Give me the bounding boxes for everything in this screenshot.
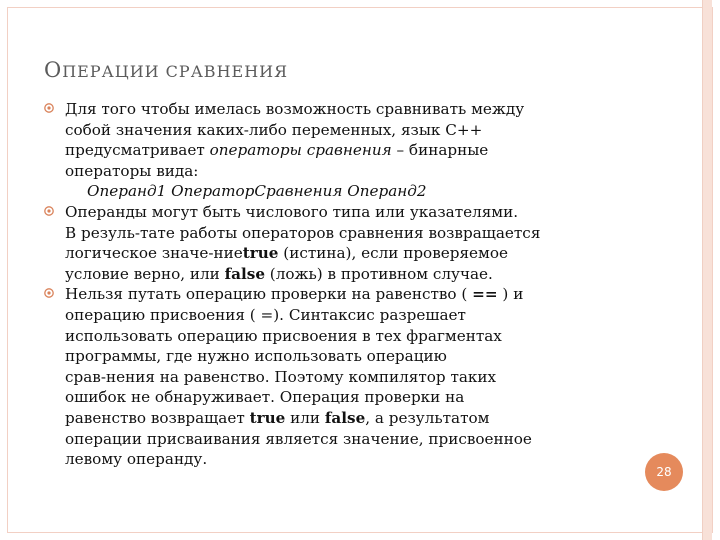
title-first-letter: О [44,58,63,82]
text-line: собой значения каких-либо переменных, язык С++ [65,120,483,139]
emphasis-text: операторы сравнения [209,141,392,160]
slide-body [44,99,692,470]
title-rest: ПЕРАЦИИ СРАВНЕНИЯ [62,62,289,81]
syntax-line: Операнд1 ОператорСравнения Операнд2 [87,182,427,201]
slide-title [44,58,288,82]
text-line: Нельзя путать операцию проверки на равенство ( == ) и [65,285,524,304]
text-line: операцию присвоения ( =). Синтаксис разрешает [65,305,466,324]
text-line: операторы вида: [65,161,199,180]
text-line: условие верно, или false (ложь) в противном случае. [65,264,493,283]
text-line: Для того чтобы имелась возможность сравнивать между [65,100,525,118]
text-line: В резуль-тате работы операторов сравнения возвращается [65,223,541,242]
text-line: левому операнду. [65,450,208,469]
keyword-true: true [242,244,279,263]
bullet-item-2 [44,202,692,284]
text-line: логическое значе-ниеtrue (истина), если проверяемое [65,244,508,263]
text-line: ошибок не обнаруживает. Операция проверки на [65,388,465,407]
keyword-false: false [324,408,366,427]
text-line: Операнды могут быть числового типа или указателями. [65,202,519,221]
bullet-icon [44,103,54,113]
text-line: предусматривает операторы сравнения – бинарные [65,141,489,160]
text-line: программы, где нужно использовать операцию [65,347,447,366]
page-number-badge: 28 [645,453,683,491]
keyword-false: false [224,264,265,283]
text-line: равенство возвращает true или false, а результатом [65,408,490,427]
bullet-icon [44,206,54,216]
text-line: срав-нения на равенство. Поэтому компилятор таких [65,367,497,386]
text-line: операции присваивания является значение, присвоенное [65,429,532,448]
keyword-true: true [249,408,286,427]
bullet-item-1 [44,99,692,202]
text-line: использовать операцию присвоения в тех фрагментах [65,326,502,345]
right-accent-bar [702,0,712,540]
bullet-item-3 [44,284,692,469]
operator-equality: == [472,285,498,304]
bullet-icon [44,288,54,298]
